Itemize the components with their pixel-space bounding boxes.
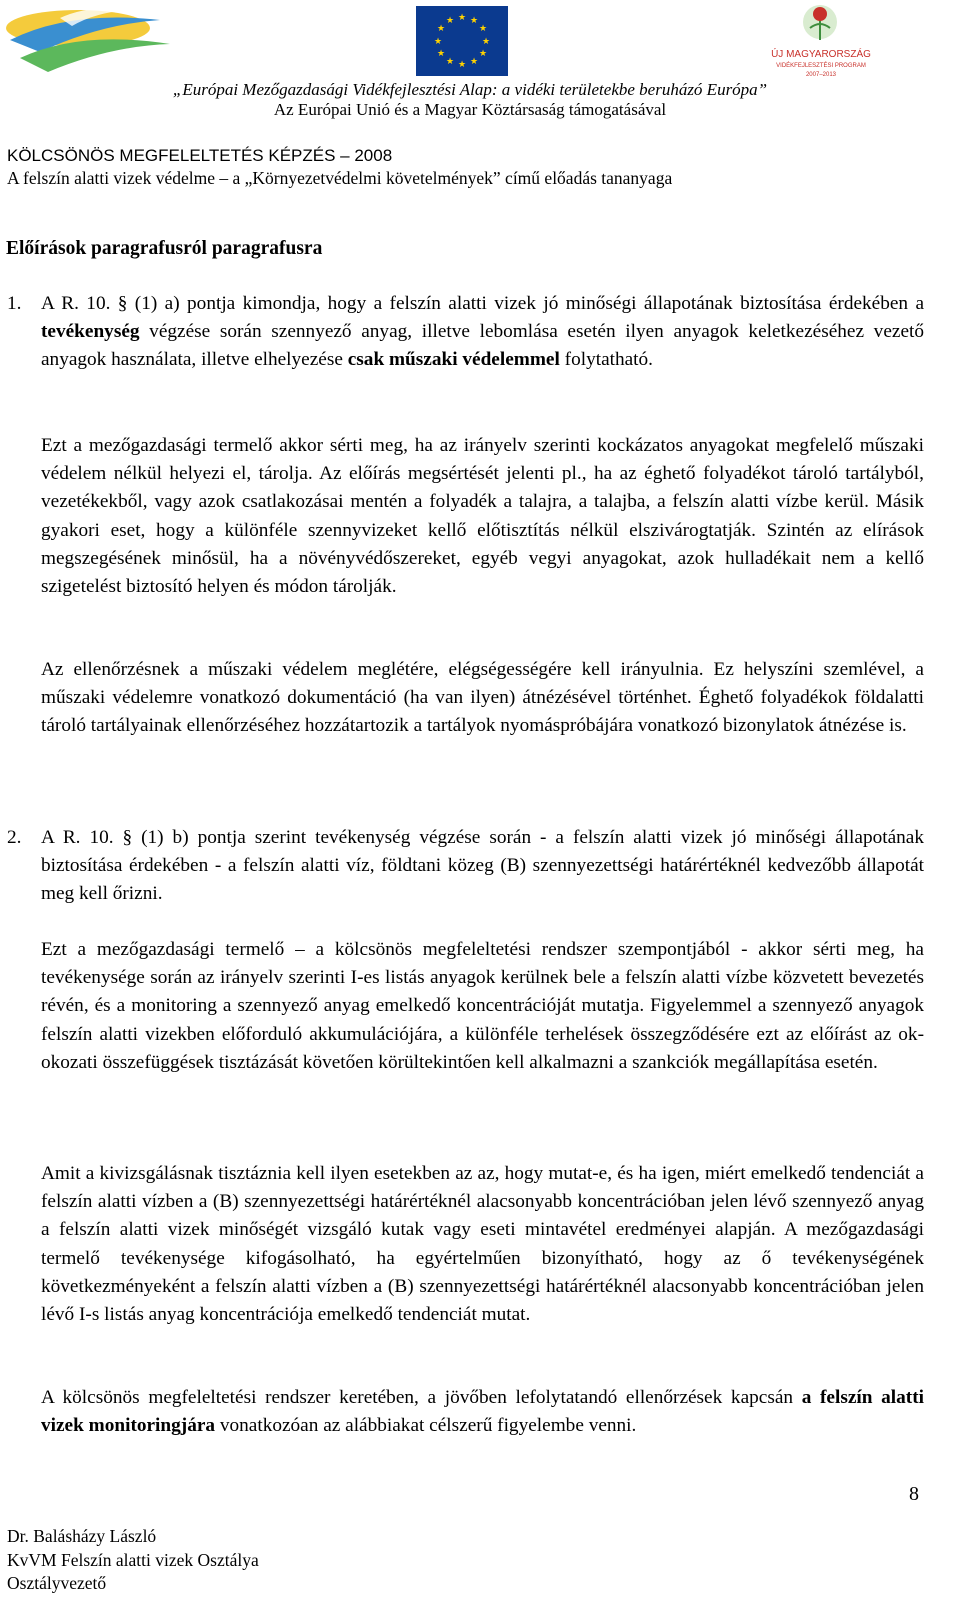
svg-text:★: ★ [457,13,467,23]
svg-text:★: ★ [433,37,443,47]
item-2-paragraph-4: A kölcsönös megfeleltetési rendszer keretében, a jövőben lefolytatandó ellenőrzések kapcsán a felszín alatti vizek monitoringjára vonatkozóan az alábbiakat célszerű figyelembe venni. [41,1387,924,1437]
uj-magyarorszag-logo [766,0,876,84]
funding-line-2: Az Európai Unió és a Magyar Köztársaság támogatásával [273,100,667,119]
item-1-paragraph-1: A R. 10. § (1) a) pontja kimondja, hogy a felszín alatti vizek jó minőségi állapotának biztosítása érdekében a tevékenység végzése során szennyező anyag, illetve lebomlása esetén ilyen anyagok keletkezéséhez vezető anyagok használata, illetve elhelyezése csak műszaki védelemmel folytatható. [41,293,924,371]
svg-text:★: ★ [478,49,488,59]
item-2-paragraph-3: Amit a kivizsgálásnak tisztáznia kell ilyen esetekben az az, hogy mutat-e, és ha igen, miért emelkedő tendenciát a felszín alatti vízben a (B) szennyezettségi határértéknél alacsonyabb koncentrációban jelen lévő szennyező anyag a felszín alatti vizek minőségét vizsgáló kutak vagy eseti mintavétel eredményei alapján. A mezőgazdasági termelő tevékenysége kifogásolható, ha egyértelműen bizonyítható, hogy az ő tevékenységének következményeként a felszín alatti vízben a (B) szennyezettségi határértéknél alacsonyabb koncentrációban jelen lévő I-s listás anyag koncentrációja emelkedő tendenciát mutat. [41,1163,924,1326]
svg-text:★: ★ [445,57,455,67]
logo-text-line1: ÚJ MAGYARORSZÁG [771,49,871,60]
svg-text:★: ★ [457,60,467,70]
svg-text:★: ★ [436,49,446,59]
section-title: Előírások paragrafusról paragrafusra [6,238,323,259]
document-title: KÖLCSÖNÖS MEGFELELTETÉS KÉPZÉS – 2008 [7,146,393,165]
page-number: 8 [909,1483,919,1505]
item-1-paragraph-2: Ezt a mezőgazdasági termelő akkor sérti meg, ha az irányelv szerinti kockázatos anyagokat megfelelő műszaki védelem nélkül helyezi el, tárolja. Az előírás megsértését jelenti pl., ha az éghető folyadékot tároló tartályból, vezetékekből, vagy azok csatlakozásai mentén a folyadék a talajra, a talajba, a felszín alatti vízbe kerül. Másik gyakori eset, hogy a különféle szennyvizeket kellő előtisztítás nélkül elszivárogtatják. Szintén az elírások megszegésének minősül, ha a növényvédőszereket, egyéb vegyi anyagokat, azok hulladékait nem a kellő szigetelést biztosító helyen és módon tárolják. [41,435,924,598]
document-subtitle: A felszín alatti vizek védelme – a „Környezetvédelmi követelmények” című előadás tananyaga [7,168,673,188]
item-1-paragraph-3: Az ellenőrzésnek a műszaki védelem meglétére, elégségességére kell irányulnia. Ez helyszíni szemlével, a műszaki védelemre vonatkozó dokumentáció (ha van ilyen) átnézésével történhet. Éghető folyadékok földalatti tároló tartályainak ellenőrzéséhez hozzátartozik a tartályok nyomáspróbájára vonatkozó bizonylatok átnézése is. [41,659,924,737]
footer-department: KvVM Felszín alatti vizek Osztálya [7,1550,259,1570]
funding-line-1: „Európai Mezőgazdasági Vidékfejlesztési Alap: a vidéki területekbe beruházó Európa” [172,80,768,99]
item-number-1: 1. [7,293,22,314]
svg-text:★: ★ [436,24,446,34]
item-2-paragraph-1: A R. 10. § (1) b) pontja szerint tevékenység végzése során - a felszín alatti vizek jó minőségi állapotának biztosítása érdekében - a felszín alatti víz, földtani közeg (B) szennyezettségi határértéknél kedvezőbb állapotát meg kell őrizni. [41,827,924,905]
item-number-2: 2. [7,827,22,848]
footer-position: Osztályvezető [7,1573,107,1593]
logo-text-line2: VIDÉKFEJLESZTÉSI PROGRAM [776,63,866,69]
logo-text-line3: 2007–2013 [805,72,837,78]
svg-text:★: ★ [445,16,455,26]
footer-author: Dr. Balásházy László [7,1526,157,1546]
eu-flag-logo [416,6,508,76]
program-logo [0,0,178,80]
svg-text:★: ★ [469,16,479,26]
item-2-paragraph-2: Ezt a mezőgazdasági termelő – a kölcsönös megfeleltetési rendszer szempontjából - akkor sérti meg, ha tevékenysége során az irányelv szerinti I-es listás anyagok kerülnek bele a felszín alatti vízbe közvetett bevezetés révén, és a monitoring a szennyező anyag emelkedő koncentrációját mutatja. Figyelemmel a szennyező anyagok felszín alatti vizekben előforduló akkumulációjára, a különféle terhelések összegződésére ezt az előírást az ok-okozati összefüggések tisztázását követően körültekintően kell alkalmazni a szankciók megállapítása esetén. [41,939,924,1073]
svg-text:★: ★ [469,57,479,67]
svg-text:★: ★ [481,37,491,47]
svg-text:★: ★ [478,24,488,34]
